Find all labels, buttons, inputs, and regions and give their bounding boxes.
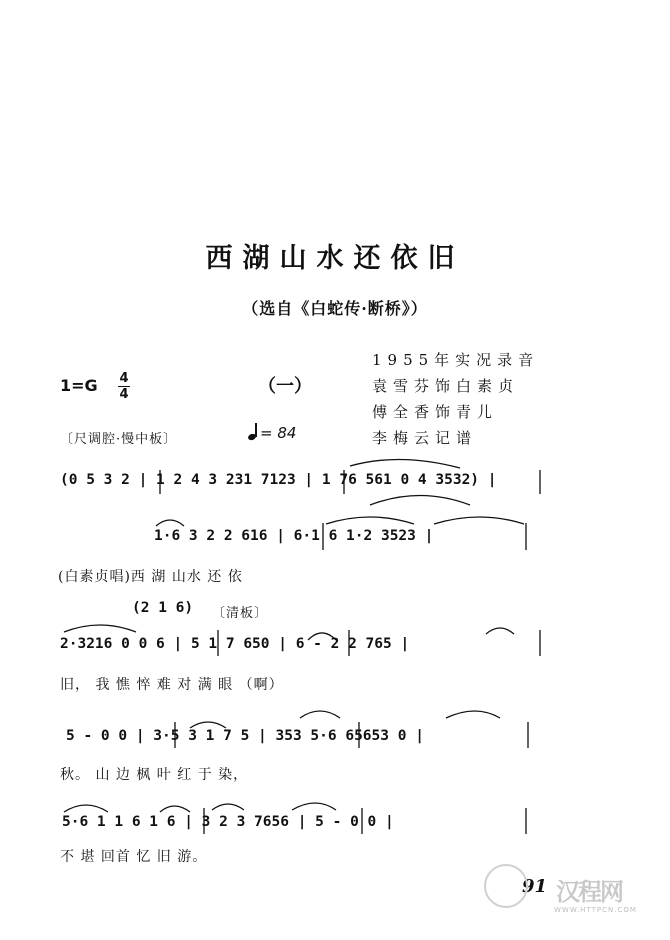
credit-line-2: 袁雪芬饰白素贞: [372, 377, 520, 395]
bpm-value: = 84: [260, 424, 297, 442]
credit-line-1: 1955年实况录音: [372, 351, 540, 369]
key-signature: 1=G: [60, 376, 98, 395]
score-system-4-lyrics: 秋。 山 边 枫 叶 红 于 染，: [60, 767, 249, 783]
page-number: 91: [522, 876, 548, 897]
time-signature-top: 4: [119, 371, 129, 386]
credit-line-4: 李梅云记谱: [372, 429, 478, 447]
score-system-2-lyrics: (白素贞唱)西 湖 山水 还 依: [58, 569, 243, 585]
score-system-5-lyrics: 不 堪 回首 忆 旧 游。: [60, 849, 208, 865]
watermark-url: WWW.HTTPCN.COM: [554, 906, 637, 914]
quarter-note-icon: [248, 424, 257, 440]
metronome-marking: [248, 424, 296, 442]
score-system-3-notes: 2·3216 0 0 6 | 5 1 7 650 | 6 - 2 2 765 |: [60, 636, 410, 652]
section-number: （一）: [258, 376, 312, 397]
score-system-4-notes: 5 - 0 0 | 3·5 3 1 7 5 | 353 5·6 65653 0 |: [66, 728, 424, 744]
score-system-3-lyrics: 旧， 我 憔 悴 难 对 满 眼 （啊）: [60, 677, 284, 693]
score-system-5-notes: 5·6 1 1 6 1 6 | 3 2 3 7656 | 5 - 0 0 |: [62, 814, 394, 830]
score-system-3-pre-notes: (2 1 6): [132, 600, 194, 616]
watermark-text: 汉程网: [556, 878, 622, 906]
score-system-2-notes: 1·6 3 2 2 616 | 6·1 6 1·2 3523 |: [154, 528, 434, 544]
watermark-logo-icon: [484, 864, 528, 908]
time-signature-bottom: 4: [119, 387, 129, 402]
page-title: 西湖山水还依旧: [205, 243, 465, 274]
time-signature: [118, 372, 130, 401]
tempo-marking: 〔尺调腔·慢中板〕: [60, 432, 178, 447]
score-system-1-notes: (0 5 3 2 | 1 2 4 3 231 7123 | 1 76 561 0 4 3532) |: [60, 472, 497, 488]
credit-line-3: 傅全香饰青儿: [372, 403, 499, 421]
score-system-3-pre-marking: 〔清板〕: [212, 606, 269, 621]
page-subtitle: （选自《白蛇传·断桥》）: [242, 299, 428, 318]
